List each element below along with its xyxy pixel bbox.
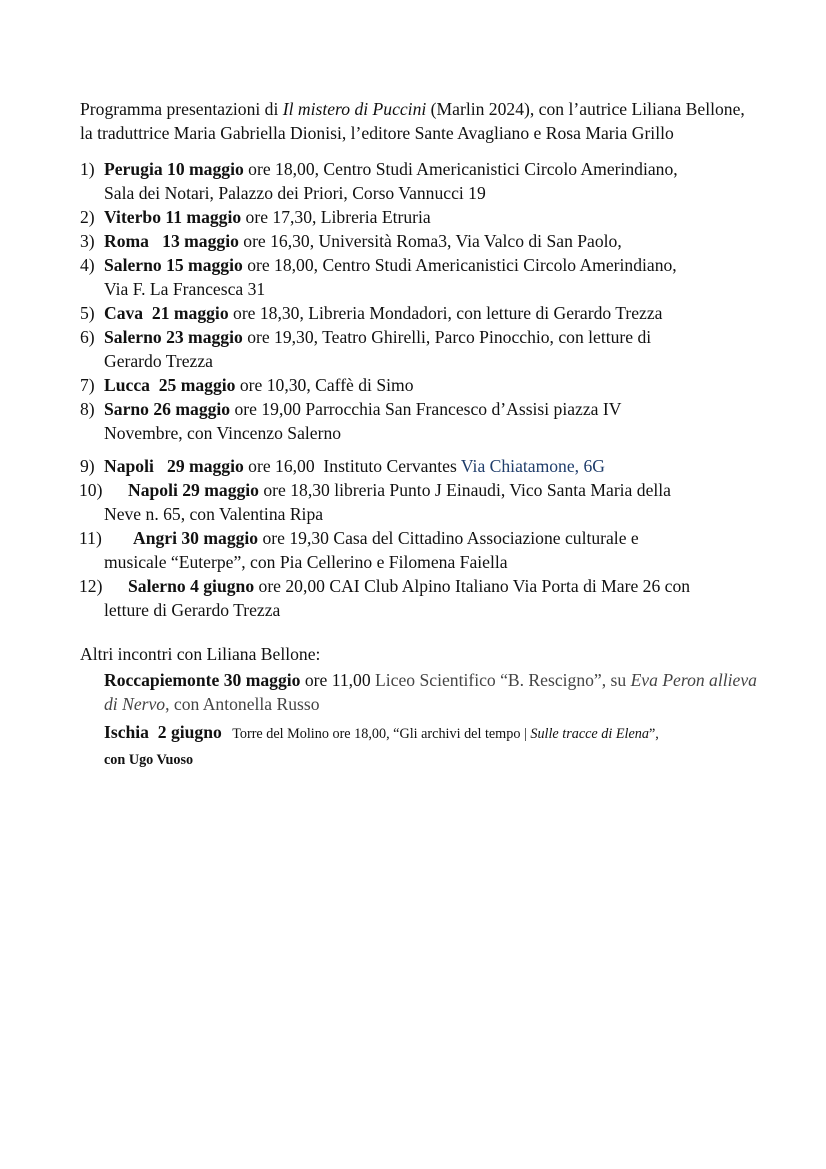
event-place: Angri 30 maggio [133, 528, 259, 548]
event-text-cont: Neve n. 65, con Valentina Ripa [104, 504, 324, 524]
item-number: 12) [79, 576, 103, 596]
event-text-cont: Gerardo Trezza [104, 351, 213, 371]
event-place: Napoli 29 maggio [128, 480, 259, 500]
event-text: ore 19,30, Teatro Ghirelli, Parco Pinocchio, con letture di [242, 327, 652, 347]
meeting-place: Ischia 2 giugno [104, 722, 222, 742]
item-number: 5) [80, 303, 95, 323]
event-text: ore 16,30, Università Roma3, Via Valco di San Paolo, [238, 231, 622, 251]
meeting-venue-end: ”, [648, 726, 659, 742]
meeting-place: Roccapiemonte 30 maggio [104, 670, 301, 690]
item-number: 8) [80, 399, 95, 419]
event-text-cont: Sala dei Notari, Palazzo dei Priori, Corso Vannucci 19 [104, 183, 486, 203]
event-place: Salerno 4 giugno [128, 576, 255, 596]
item-number: 4) [80, 255, 95, 275]
event-list [80, 157, 760, 445]
event-place: Salerno 23 maggio [104, 327, 243, 347]
item-number: 10) [79, 480, 103, 500]
event-text: ore 17,30, Libreria Etruria [241, 207, 431, 227]
event-place: Lucca 25 maggio [104, 375, 236, 395]
event-text: ore 19,30 Casa del Cittadino Associazione culturale e [258, 528, 639, 548]
meeting-venue: Torre del Molino ore 18,00, “Gli archivi del tempo | [221, 726, 531, 742]
event-text: ore 18,30 libreria Punto J Einaudi, Vico Santa Maria della [258, 480, 671, 500]
document-page [80, 97, 760, 770]
intro-post: (Marlin 2024), con l’autrice Liliana Bellone, la traduttrice Maria Gabriella Dionisi, l’editore Sante Avagliano e Rosa Maria Grillo [80, 99, 745, 143]
event-text: ore 19,00 Parrocchia San Francesco d’Assisi piazza IV [230, 399, 622, 419]
item-number: 1) [80, 159, 95, 179]
item-number: 11) [79, 528, 102, 548]
item-number: 6) [80, 327, 95, 347]
list-item [80, 205, 760, 229]
list-item [80, 478, 760, 526]
intro-paragraph [80, 97, 760, 145]
list-item [80, 397, 760, 445]
event-text-cont: Via F. La Francesca 31 [104, 279, 266, 299]
meeting-time: ore 11,00 [300, 670, 376, 690]
meeting-venue: Liceo Scientifico “B. Rescigno”, su [375, 670, 631, 690]
other-meetings [80, 668, 760, 770]
list-item [80, 325, 760, 373]
item-number: 9) [80, 456, 95, 476]
event-place: Viterbo 11 maggio [104, 207, 242, 227]
event-text-cont: letture di Gerardo Trezza [104, 600, 281, 620]
event-text-cont: Novembre, con Vincenzo Salerno [104, 423, 342, 443]
item-number: 7) [80, 375, 95, 395]
event-place: Roma 13 maggio [104, 231, 239, 251]
list-item [80, 253, 760, 301]
meeting-ischia [104, 720, 760, 770]
event-text: ore 20,00 CAI Club Alpino Italiano Via Porta di Mare 26 con [254, 576, 691, 596]
meeting-roccapiemonte [104, 668, 760, 716]
list-item [80, 373, 760, 397]
item-number: 2) [80, 207, 95, 227]
event-place: Perugia 10 maggio [104, 159, 244, 179]
meeting-guest: , con Antonella Russo [165, 694, 320, 714]
event-text: ore 10,30, Caffè di Simo [235, 375, 414, 395]
item-number: 3) [80, 231, 95, 251]
event-place: Sarno 26 maggio [104, 399, 231, 419]
event-text-cont: musicale “Euterpe”, con Pia Cellerino e Filomena Faiella [104, 552, 508, 572]
event-text: ore 18,30, Libreria Mondadori, con letture di Gerardo Trezza [228, 303, 663, 323]
meeting-book: Sulle tracce di Elena [530, 726, 649, 742]
list-item [80, 157, 760, 205]
other-meetings-heading: Altri incontri con Liliana Bellone: [80, 644, 321, 664]
list-item [80, 526, 760, 574]
list-item [80, 301, 760, 325]
event-place: Salerno 15 maggio [104, 255, 243, 275]
book-title: Il mistero di Puccini [282, 99, 427, 119]
intro-pre: Programma presentazioni di [80, 99, 283, 119]
meeting-guest: con Ugo Vuoso [104, 752, 194, 768]
event-place: Cava 21 maggio [104, 303, 229, 323]
meeting-book: Eva Peron allieva di Nervo [104, 670, 757, 714]
list-item [80, 454, 760, 478]
event-text: ore 16,00 Instituto Cervantes [243, 456, 461, 476]
event-place: Napoli 29 maggio [104, 456, 244, 476]
list-item [80, 574, 760, 622]
list-item [80, 229, 760, 253]
event-text: ore 18,00, Centro Studi Americanistici Circolo Amerindiano, [242, 255, 677, 275]
address-link[interactable]: Via Chiatamone, 6G [460, 456, 605, 476]
event-list-continued [80, 454, 760, 622]
event-text: ore 18,00, Centro Studi Americanistici Circolo Amerindiano, [243, 159, 678, 179]
